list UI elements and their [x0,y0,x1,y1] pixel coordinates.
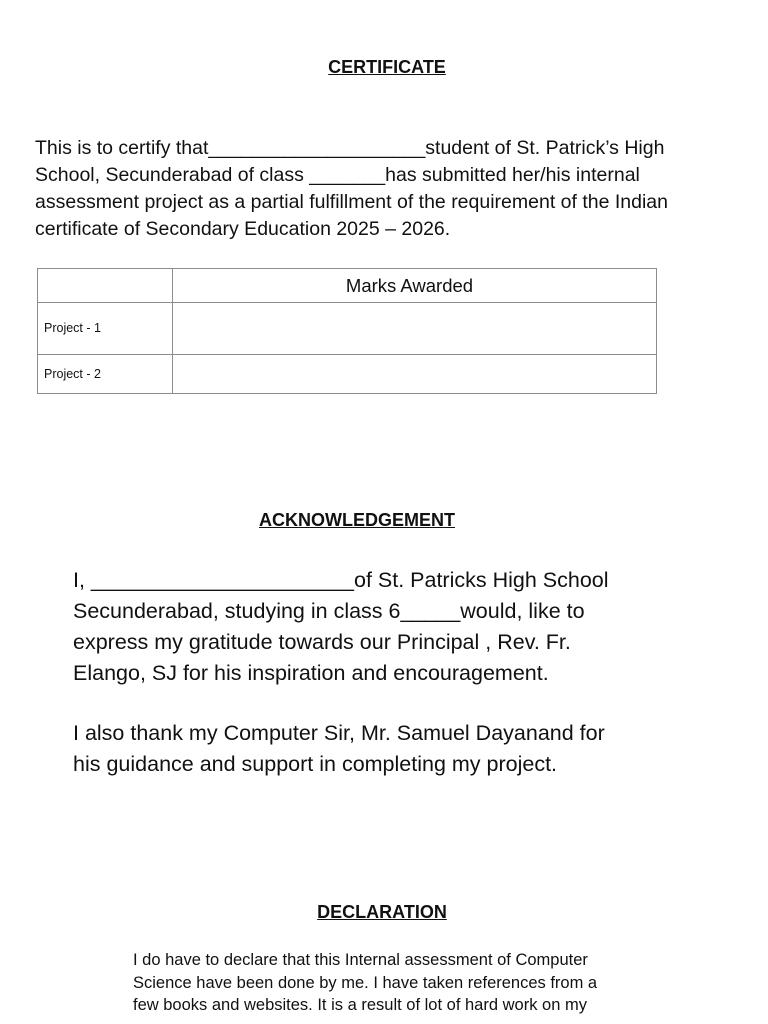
acknowledgement-line: express my gratitude towards our Principal , Rev. Fr. [73,630,571,654]
certificate-line: School, Secunderabad of class _______has submitted her/his internal [35,164,640,186]
declaration-line: few books and websites. It is a result of lot of hard work on my [133,996,587,1014]
acknowledgement-line: his guidance and support in completing my project. [73,752,558,776]
declaration-line: I do have to declare that this Internal assessment of Computer [133,951,588,969]
acknowledgement-line: Secunderabad, studying in class 6_____would, like to [73,599,585,623]
declaration-line: Science have been done by me. I have taken references from a [133,973,598,992]
project-1-marks-cell [173,303,657,354]
certificate-title: CERTIFICATE [328,57,446,77]
acknowledgement-line: I also thank my Computer Sir, Mr. Samuel Dayanand for [73,721,605,745]
project-2-marks-cell [173,354,657,393]
declaration-paragraph [133,949,653,1017]
table-row [38,303,657,354]
certificate-line: This is to certify that____________________student of St. Patrick’s High [35,137,665,159]
acknowledgement-title: ACKNOWLEDGEMENT [259,510,455,530]
acknowledgement-line: I, ______________________of St. Patricks High School [73,568,609,592]
marks-table-corner-cell [38,269,173,303]
certificate-line: assessment project as a partial fulfillment of the requirement of the Indian [35,191,668,213]
acknowledgement-line: Elango, SJ for his inspiration and encouragement. [73,661,549,685]
project-1-label: Project - 1 [38,303,173,354]
project-2-label: Project - 2 [38,354,173,393]
certificate-line: certificate of Secondary Education 2025 – 2026. [35,218,451,240]
marks-awarded-header: Marks Awarded [173,269,657,303]
acknowledgement-paragraph-1 [73,565,693,689]
acknowledgement-paragraph-2 [73,718,693,780]
declaration-title: DECLARATION [317,902,447,922]
marks-table-header-row [38,269,657,303]
table-row [38,354,657,393]
marks-table [37,268,657,394]
certificate-paragraph [35,135,735,243]
